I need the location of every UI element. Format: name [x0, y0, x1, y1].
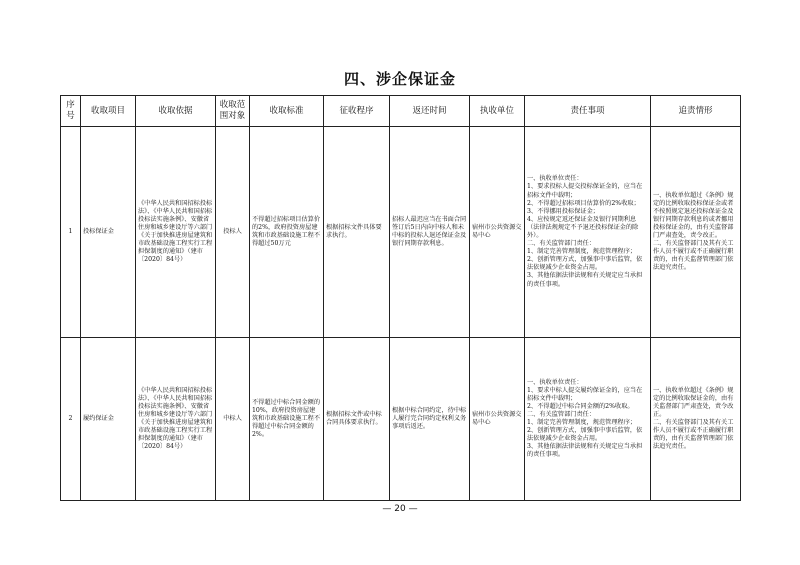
row-return-time: 根据中标合同约定，待中标人履行完合同约定权利义务事项后返还。 [390, 338, 470, 501]
table-row [61, 338, 741, 501]
row-item: 投标保证金 [81, 127, 136, 338]
row-no: 1 [61, 127, 81, 338]
row-procedure: 根据招标文件具体要求执行。 [324, 127, 390, 338]
table-row [61, 127, 741, 338]
row-accountability: 一、执收单位超过《条例》规定的比例收取投标保证金或者不按照规定退还投标保证金及银行同期存款利息的或者挪用投标保证金的，由有关监督部门严肃查处，责令改正。 二、有关监督部门及其有关工作人员不履行或不正确履行职责的，由有关监督管理部门依法追究责任。 [651, 127, 741, 338]
row-return-time: 招标人最迟应当在书面合同签订后5日内向中标人和未中标的投标人退还保证金及银行同期存款利息。 [390, 127, 470, 338]
row-procedure: 根据招标文件或中标合同具体要求执行。 [324, 338, 390, 501]
guarantee-table [60, 95, 741, 501]
row-unit: 宿州市公共资源交易中心 [470, 338, 525, 501]
header-standard: 收取标准 [250, 96, 324, 127]
header-item: 收取项目 [81, 96, 136, 127]
header-procedure: 征收程序 [324, 96, 390, 127]
row-accountability: 一、执收单位超过《条例》规定的比例收取保证金的，由有关监督部门严肃查处，责令改正。 二、有关监督部门及其有关工作人员不履行或不正确履行职责的，由有关监督管理部门依法追究责任。 [651, 338, 741, 501]
header-accountability: 追责情形 [651, 96, 741, 127]
row-scope: 投标人 [216, 127, 250, 338]
row-basis: 《中华人民共和国招标投标法》、《中华人民共和国招标投标法实施条例》、安徽省住房和城乡建设厅等六部门《关于加快推进房屋建筑和市政基础设施工程实行工程担保制度的通知》（建市〔2020〕84号） [136, 127, 216, 338]
row-no: 2 [61, 338, 81, 501]
header-duties: 责任事项 [525, 96, 651, 127]
row-scope: 中标人 [216, 338, 250, 501]
header-basis: 收取依据 [136, 96, 216, 127]
header-scope: 收取范围对象 [216, 96, 250, 127]
page-title: 四、涉企保证金 [343, 70, 456, 88]
row-basis: 《中华人民共和国招标投标法》、《中华人民共和国招标投标法实施条例》、安徽省住房和城乡建设厅等六部门《关于加快推进房屋建筑和市政基础设施工程实行工程担保制度的通知》（建市〔2020〕84号） [136, 338, 216, 501]
header-no: 序号 [61, 96, 81, 127]
row-duties: 一、执收单位责任： 1、要求中标人提交履约保证金的，应当在招标文件中载明； 2、不得超过中标合同金额的2%收取。 二、有关监管部门责任： 1、制定完善管理制度，规范管理程序； 2、创新管理方式，加强事中事后监管，依法依规减少企业资金占用。 3、其他依据法律法规和有关规定应当承担的责任事项。 [525, 338, 651, 501]
row-standard: 不得超过招标项目估算价的2%，政府投资房屋建筑和市政基础设施工程不得超过50万元 [250, 127, 324, 338]
row-duties: 一、执收单位责任： 1、要求投标人提交投标保证金的，应当在招标文件中载明； 2、不得超过招标项目估算价的2%收取； 3、不得挪用投标保证金； 4、应按规定返还保证金及银行同期利息（法律法规规定不予退还投标保证金的除外）。 二、有关监管部门责任： 1、制定完善管理制度，规范管理程序； 2、创新管理方式，加强事中事后监管，依法依规减少企业资金占用。 3、其他依据法律法规和有关规定应当承担的责任事项。 [525, 127, 651, 338]
page-number: — 20 — [382, 504, 418, 514]
header-unit: 执收单位 [470, 96, 525, 127]
header-return-time: 返还时间 [390, 96, 470, 127]
row-item: 履约保证金 [81, 338, 136, 501]
row-unit: 宿州市公共资源交易中心 [470, 127, 525, 338]
table-header-row [61, 96, 741, 127]
row-standard: 不得超过中标合同金额的10%，政府投资房屋建筑和市政基础设施工程不得超过中标合同金额的2%。 [250, 338, 324, 501]
